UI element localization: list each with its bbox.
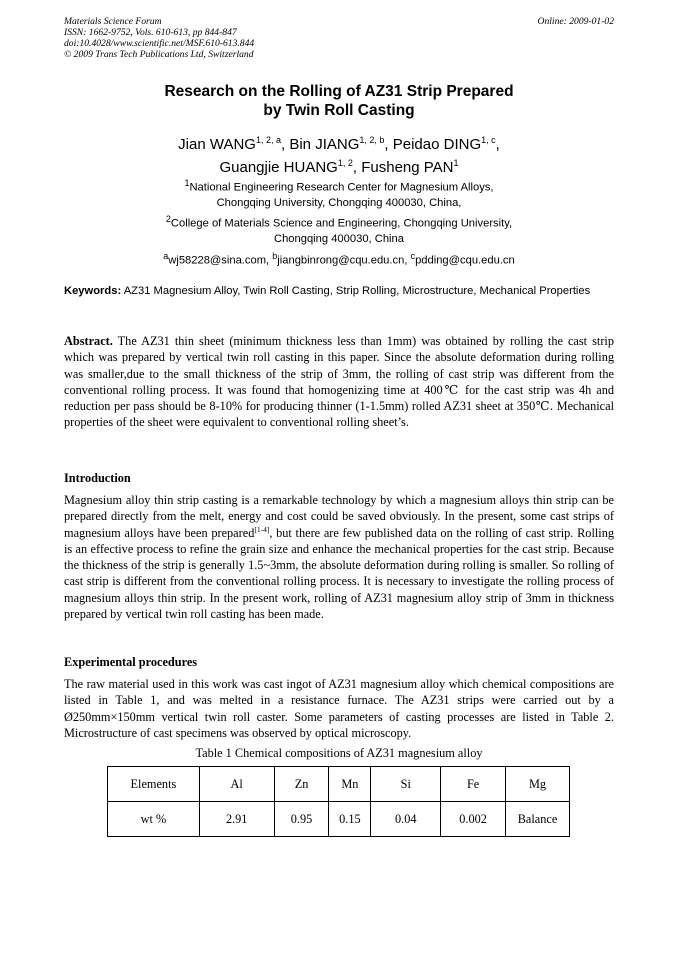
citation-ref: [1-4] <box>254 524 270 534</box>
abstract-text: The AZ31 thin sheet (minimum thickness less than 1mm) was obtained by rolling the cast strip which was prepared by vertical twin roll casting in this paper. Since the absolute deformation during rolling was smaller,due to the small thickness of the strip of 3mm, the rolling of cast strip was different from the conventional rolling process. It was found that homogenizing time at 400℃ for the cast strip was 4h and reduction per pass should be 8-10% for producing thinner (1-1.5mm) rolled AZ31 sheet at 350℃. Mechanical properties of the sheet were equivalent to conventional rolling sheet’s. <box>64 334 614 430</box>
affiliation-mark: 2 <box>165 214 171 224</box>
author-line-2 <box>64 154 614 177</box>
table-header-cell: Zn <box>274 767 329 802</box>
email-mark: b <box>272 251 278 261</box>
composition-table <box>107 766 570 837</box>
affiliation-1 <box>64 176 614 212</box>
email-address: pdding@cqu.edu.cn <box>415 254 515 267</box>
affiliation-mark: 1 <box>184 178 190 188</box>
experimental-paragraph: The raw material used in this work was cast ingot of AZ31 magnesium alloy which chemical compositions are listed in Table 1, and was melted in a resistance furnace. The AZ31 strips were carried out by a Ø250mm×150mm vertical twin roll caster. Some parameters of casting processes are listed in Table 2. Microstructure of cast specimens was observed by optical microscopy. <box>64 677 614 740</box>
affiliation-text: College of Materials Science and Engineering, Chongqing University, <box>170 217 513 230</box>
author-line-1 <box>64 131 614 154</box>
author-affiliation-mark: 1, 2 <box>337 158 353 168</box>
author-separator: , <box>281 136 290 153</box>
table-header-cell: Fe <box>441 767 506 802</box>
author-affiliation-mark: 1, c <box>481 135 496 145</box>
email-address: wj58228@sina.com, <box>168 254 273 267</box>
author-separator: , <box>352 159 362 176</box>
keywords-label: Keywords: <box>64 285 122 297</box>
author-name: Fusheng PAN <box>361 159 454 176</box>
journal-name: Materials Science Forum <box>64 16 162 27</box>
introduction-paragraph <box>64 492 614 622</box>
email-list <box>64 249 614 269</box>
table-cell: 0.15 <box>329 802 371 837</box>
email-mark: a <box>163 251 169 261</box>
abstract <box>64 333 614 431</box>
author-name: Jian WANG <box>178 136 256 153</box>
author-affiliation-mark: 1, 2, a <box>255 135 281 145</box>
abstract-label: Abstract. <box>64 334 113 348</box>
paper-title <box>64 82 614 120</box>
table-cell: wt % <box>108 802 200 837</box>
affiliation-2 <box>64 212 614 248</box>
table-cell: 2.91 <box>199 802 274 837</box>
table-caption: Table 1 Chemical compositions of AZ31 magnesium alloy <box>195 746 483 760</box>
copyright-line: © 2009 Trans Tech Publications Ltd, Switzerland <box>64 49 254 60</box>
table-header-row <box>108 767 570 802</box>
affiliation-text: Chongqing 400030, China <box>273 233 404 246</box>
online-date: Online: 2009-01-02 <box>537 16 614 27</box>
table-header-cell: Mn <box>329 767 371 802</box>
author-list <box>64 131 614 177</box>
table-header-cell: Al <box>199 767 274 802</box>
author-name: Bin JIANG <box>289 136 360 153</box>
email-mark: c <box>410 251 416 261</box>
author-name: Guangjie HUANG <box>219 159 338 176</box>
email-address: jiangbinrong@cqu.edu.cn, <box>277 254 411 267</box>
author-separator: , <box>495 136 500 153</box>
introduction-text: , but there are few published data on the rolling of cast strip. Rolling is an effective process to refine the grain size and enhance the mechanical properties for the cast strip. Because the thickness of the strip is generally 1.5~3mm, the absolute deformation during rolling is smaller. So rolling of cast strip is different from the conventional rolling process. It is necessary to investigate the rolling process of magnesium alloys thin strip. In the present work, rolling of AZ31 magnesium alloy strip of 3mm in thickness prepared by vertical twin roll casting has been made. <box>64 525 614 622</box>
table-header-cell: Mg <box>506 767 570 802</box>
table-cell: Balance <box>506 802 570 837</box>
title-line-2: by Twin Roll Casting <box>263 102 415 119</box>
table-cell: 0.04 <box>371 802 441 837</box>
author-separator: , <box>384 136 393 153</box>
section-heading-experimental: Experimental procedures <box>64 655 198 669</box>
doi-line: doi:10.4028/www.scientific.net/MSF.610-613.844 <box>64 38 255 49</box>
section-heading-introduction: Introduction <box>64 471 131 485</box>
keywords <box>64 284 614 300</box>
introduction-text: Magnesium alloy thin strip casting is a remarkable technology by which a magnesium alloys thin strip can be prepared directly from the melt, energy and cost could be saved obviously. In the present, some cast strips of magnesium alloys have been prepared <box>64 493 614 540</box>
affiliation-text: National Engineering Research Center for Magnesium Alloys, <box>189 181 494 194</box>
keywords-text: AZ31 Magnesium Alloy, Twin Roll Casting, Strip Rolling, Microstructure, Mechanical Properties <box>121 285 591 297</box>
affiliation-text: Chongqing University, Chongqing 400030, China, <box>216 197 462 210</box>
table-cell: 0.95 <box>274 802 329 837</box>
author-affiliation-mark: 1, 2, b <box>359 135 385 145</box>
table-row <box>108 802 570 837</box>
author-affiliation-mark: 1 <box>453 158 459 168</box>
table-header-cell: Elements <box>108 767 200 802</box>
issn-line: ISSN: 1662-9752, Vols. 610-613, pp 844-847 <box>64 27 237 38</box>
table-header-cell: Si <box>371 767 441 802</box>
title-line-1: Research on the Rolling of AZ31 Strip Prepared <box>164 83 514 100</box>
author-name: Peidao DING <box>392 136 482 153</box>
journal-header <box>64 16 254 60</box>
table-cell: 0.002 <box>441 802 506 837</box>
